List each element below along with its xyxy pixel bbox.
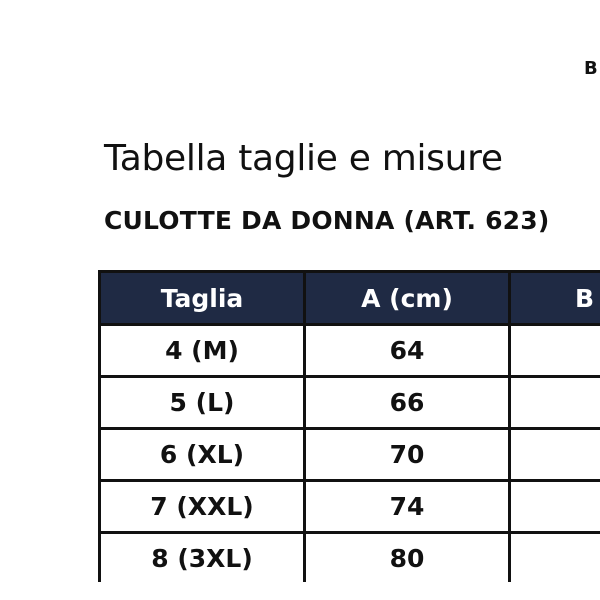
cell-a: 64	[305, 325, 510, 377]
size-table	[98, 270, 600, 582]
header-b: B	[510, 272, 600, 325]
cell-size: 5 (L)	[100, 377, 305, 429]
page-title: Tabella taglie e misure	[104, 138, 503, 179]
cell-size: 4 (M)	[100, 325, 305, 377]
cell-a: 70	[305, 429, 510, 481]
size-table-container	[98, 270, 600, 582]
header-a-cm: A (cm)	[305, 272, 510, 325]
cell-b	[510, 533, 600, 583]
table-row	[100, 533, 600, 583]
cell-b	[510, 481, 600, 533]
table-header-row	[100, 272, 600, 325]
cell-size: 7 (XXL)	[100, 481, 305, 533]
cell-a: 66	[305, 377, 510, 429]
cell-b	[510, 429, 600, 481]
table-row	[100, 377, 600, 429]
table-row	[100, 481, 600, 533]
cell-b	[510, 377, 600, 429]
table-row	[100, 429, 600, 481]
cell-a: 74	[305, 481, 510, 533]
cropped-header-letter: B	[584, 58, 598, 79]
header-taglia: Taglia	[100, 272, 305, 325]
cell-a: 80	[305, 533, 510, 583]
cell-size: 6 (XL)	[100, 429, 305, 481]
table-row	[100, 325, 600, 377]
cell-b	[510, 325, 600, 377]
cell-size: 8 (3XL)	[100, 533, 305, 583]
product-subtitle: CULOTTE DA DONNA (ART. 623)	[104, 206, 550, 235]
